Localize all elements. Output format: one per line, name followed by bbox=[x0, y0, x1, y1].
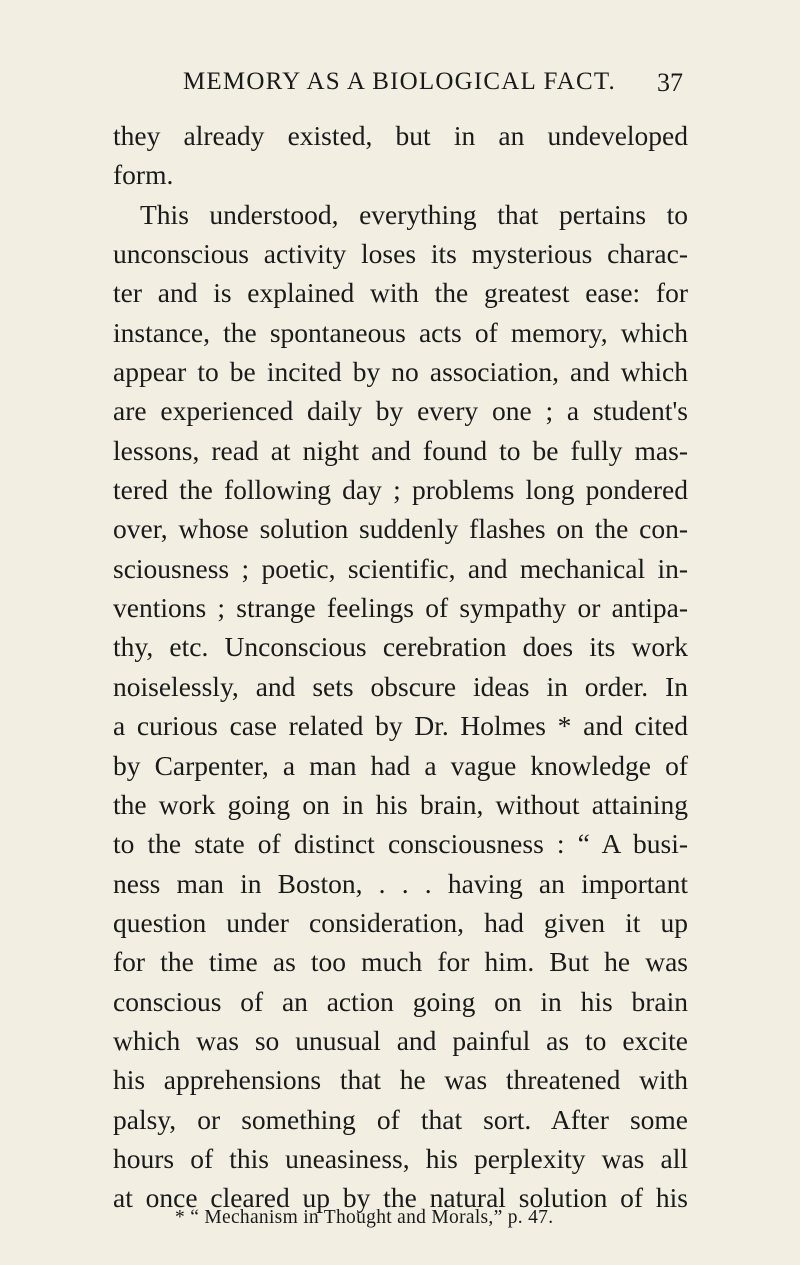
text-line: at once cleared up by the natural solution of his bbox=[113, 1182, 688, 1214]
footnote: * “ Mechanism in Thought and Morals,” p. 47. bbox=[175, 1207, 554, 1228]
text-line: they already existed, but in an undeveloped bbox=[113, 120, 688, 151]
text-line: thy, etc. Unconscious cerebration does its work bbox=[113, 631, 688, 663]
text-line: over, whose solution suddenly flashes on the con- bbox=[113, 513, 688, 545]
text-line: ter and is explained with the greatest ease: for bbox=[113, 277, 688, 309]
text-line: noiselessly, and sets obscure ideas in order. In bbox=[113, 670, 688, 702]
text-line: to the state of distinct consciousness : “ A busi- bbox=[113, 828, 688, 860]
text-line: lessons, read at night and found to be fully mas- bbox=[113, 434, 688, 466]
text-line: tered the following day ; problems long pondered bbox=[113, 474, 688, 506]
text-line: question under consideration, had given it up bbox=[113, 906, 688, 938]
text-line: by Carpenter, a man had a vague knowledge of bbox=[113, 749, 688, 781]
text-line: unconscious activity loses its mysterious charac- bbox=[113, 238, 688, 270]
page-number: 37 bbox=[657, 68, 683, 97]
text-line: for the time as too much for him. But he was bbox=[113, 946, 688, 978]
text-line: appear to be incited by no association, and which bbox=[113, 356, 688, 388]
text-line: conscious of an action going on in his brain bbox=[113, 985, 688, 1017]
text-line: are experienced daily by every one ; a student's bbox=[113, 395, 688, 427]
text-line: sciousness ; poetic, scientific, and mechanical in- bbox=[113, 552, 688, 584]
text-line: which was so unusual and painful as to excite bbox=[113, 1024, 688, 1056]
text-line: a curious case related by Dr. Holmes * and cited bbox=[113, 710, 688, 742]
text-line: ness man in Boston, . . . having an important bbox=[113, 867, 688, 899]
text-line: form. bbox=[113, 159, 174, 191]
text-line: hours of this uneasiness, his perplexity was all bbox=[113, 1142, 688, 1174]
text-line: This understood, everything that pertains to bbox=[140, 198, 688, 230]
running-head: MEMORY AS A BIOLOGICAL FACT. bbox=[183, 68, 616, 95]
body-text bbox=[113, 116, 688, 1218]
text-line: instance, the spontaneous acts of memory, which bbox=[113, 316, 688, 348]
text-line: palsy, or something of that sort. After some bbox=[113, 1103, 688, 1135]
text-line: his apprehensions that he was threatened with bbox=[113, 1064, 688, 1096]
text-line: ventions ; strange feelings of sympathy or antipa- bbox=[113, 592, 688, 624]
text-line: the work going on in his brain, without attaining bbox=[113, 788, 688, 820]
